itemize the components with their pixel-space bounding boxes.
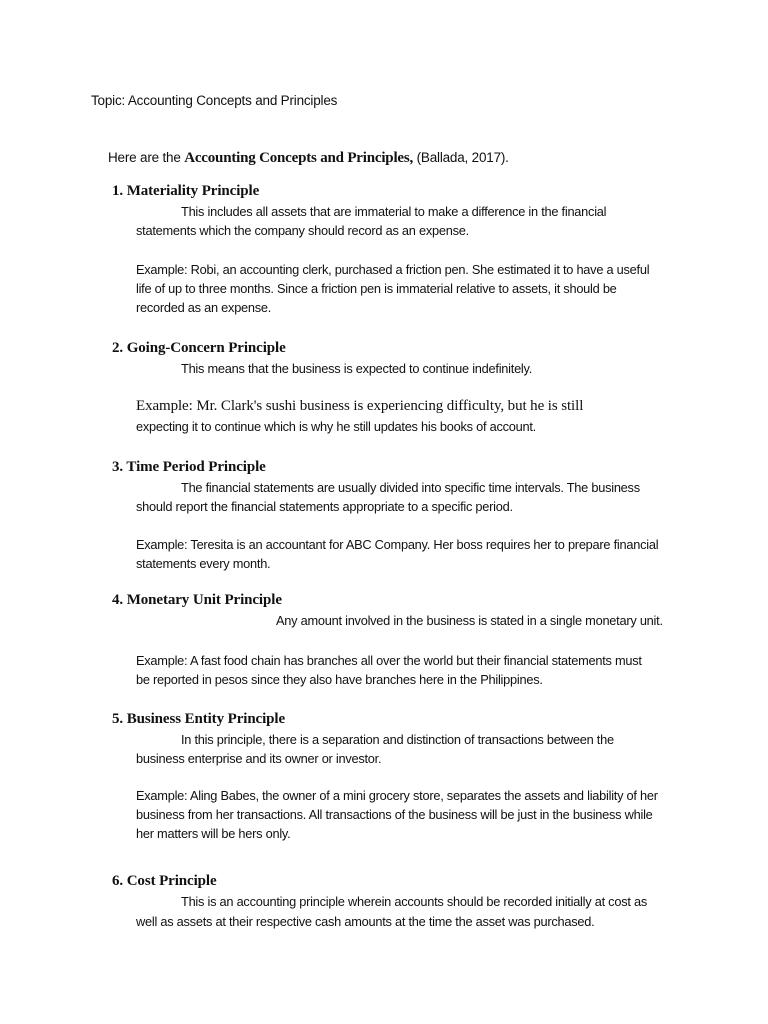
business-entity-example-line: Example: Aling Babes, the owner of a mini grocery store, separates the assets and liability of her: [136, 788, 658, 803]
heading-materiality-principle: 1. Materiality Principle: [112, 183, 260, 199]
going-concern-example-line: expecting it to continue which is why he still updates his books of account.: [136, 419, 536, 434]
business-entity-example-line: her matters will be hers only.: [136, 826, 291, 841]
monetary-unit-example-line: Example: A fast food chain has branches all over the world but their financial statements must: [136, 653, 642, 668]
heading-cost-principle: 6. Cost Principle: [112, 873, 217, 889]
materiality-example-line: Example: Robi, an accounting clerk, purchased a friction pen. She estimated it to have a useful: [136, 262, 650, 277]
materiality-desc-line: statements which the company should record as an expense.: [136, 223, 469, 238]
intro-prefix: Here are the: [108, 150, 185, 165]
cost-desc-line: This is an accounting principle wherein accounts should be recorded initially at cost as: [181, 894, 647, 909]
cost-desc-line: well as assets at their respective cash amounts at the time the asset was purchased.: [136, 914, 595, 929]
topic-title: Topic: Accounting Concepts and Principles: [91, 93, 338, 108]
intro-citation: (Ballada, 2017).: [413, 150, 509, 165]
materiality-example-line: recorded as an expense.: [136, 300, 272, 315]
time-period-desc-line: The financial statements are usually divided into specific time intervals. The business: [181, 480, 640, 495]
materiality-desc-line: This includes all assets that are immaterial to make a difference in the financial: [181, 204, 607, 219]
heading-going-concern-principle: 2. Going-Concern Principle: [112, 340, 286, 356]
heading-time-period-principle: 3. Time Period Principle: [112, 459, 266, 475]
going-concern-desc-line: This means that the business is expected to continue indefinitely.: [181, 361, 533, 376]
time-period-example-line: statements every month.: [136, 556, 271, 571]
business-entity-example-line: business from her transactions. All transactions of the business will be just in the business while: [136, 807, 653, 822]
time-period-desc-line: should report the financial statements appropriate to a specific period.: [136, 499, 513, 514]
intro-line: [108, 150, 509, 167]
business-entity-desc-line: In this principle, there is a separation and distinction of transactions between the: [181, 732, 614, 747]
monetary-unit-example-line: be reported in pesos since they also have branches here in the Philippines.: [136, 672, 543, 687]
materiality-example-line: life of up to three months. Since a friction pen is immaterial relative to assets, it should be: [136, 281, 617, 296]
intro-bold-title: Accounting Concepts and Principles,: [184, 150, 414, 166]
time-period-example-line: Example: Teresita is an accountant for ABC Company. Her boss requires her to prepare financial: [136, 537, 659, 552]
heading-business-entity-principle: 5. Business Entity Principle: [112, 711, 286, 727]
heading-monetary-unit-principle: 4. Monetary Unit Principle: [112, 592, 282, 608]
monetary-unit-desc-line: Any amount involved in the business is stated in a single monetary unit.: [276, 613, 663, 628]
going-concern-example-line: Example: Mr. Clark's sushi business is experiencing difficulty, but he is still: [136, 398, 584, 414]
business-entity-desc-line: business enterprise and its owner or investor.: [136, 751, 382, 766]
